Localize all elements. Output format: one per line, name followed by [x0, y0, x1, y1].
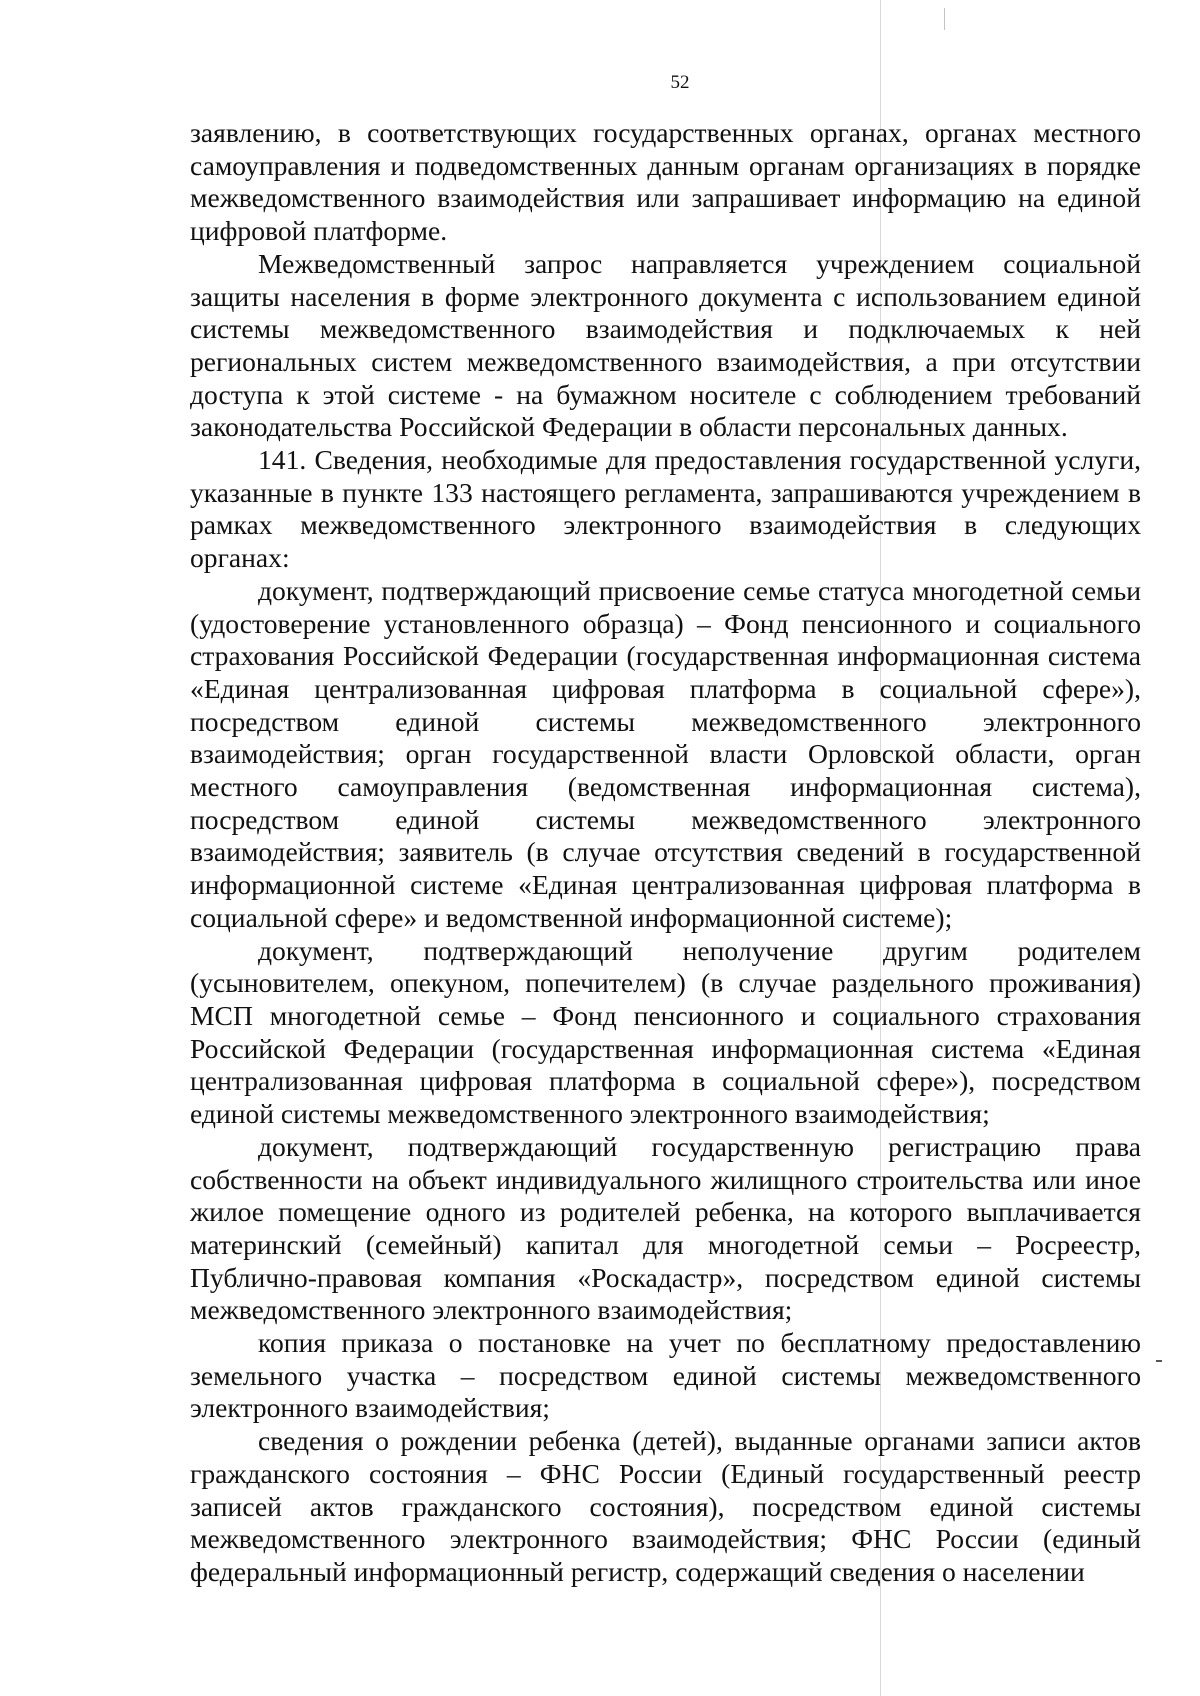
paragraph-5: документ, подтверждающий неполучение другим родителем (усыновителем, опекуном, попечителем) (в случае раздельного проживания) МСП многодетной семье – Фонд пенсионного и социального страхования Российской Федерации (государственная информационная система «Единая централизованная цифровая платформа в социальной сфере»), посредством единой системы межведомственного электронного взаимодействия;	[190, 934, 1141, 1130]
paragraph-6: документ, подтверждающий государственную регистрацию права собственности на объект индивидуального жилищного строительства или иное жилое помещение одного из родителей ребенка, на которого выплачивается материнский (семейный) капитал для многодетной семьи – Росреестр, Публично-правовая компания «Роскадастр», посредством единой системы межведомственного электронного взаимодействия;	[190, 1130, 1141, 1326]
margin-dash-mark	[1156, 1360, 1162, 1362]
scan-mark	[944, 8, 945, 30]
paragraph-4: документ, подтверждающий присвоение семье статуса многодетной семьи (удостоверение установленного образца) – Фонд пенсионного и социального страхования Российской Федерации (государственная информационная система «Единая централизованная цифровая платформа в социальной сфере»), посредством единой системы межведомственного электронного взаимодействия; орган государственной власти Орловской области, орган местного самоуправления (ведомственная информационная система), посредством единой системы межведомственного электронного взаимодействия; заявитель (в случае отсутствия сведений в государственной информационной системе «Единая централизованная цифровая платформа в социальной сфере» и ведомственной информационной системе);	[190, 574, 1141, 933]
paragraph-1: заявлению, в соответствующих государственных органах, органах местного самоуправления и подведомственных данным органам организациях в порядке межведомственного взаимодействия или запрашивает информацию на единой цифровой платформе.	[190, 117, 1141, 247]
paragraph-3: 141. Сведения, необходимые для предоставления государственной услуги, указанные в пункте 133 настоящего регламента, запрашиваются учреждением в рамках межведомственного электронного взаимодействия в следующих органах:	[190, 444, 1141, 574]
paragraph-2: Межведомственный запрос направляется учреждением социальной защиты населения в форме электронного документа с использованием единой системы межведомственного взаимодействия и подключаемых к ней региональных систем межведомственного взаимодействия, а при отсутствии доступа к этой системе - на бумажном носителе с соблюдением требований законодательства Российской Федерации в области персональных данных.	[190, 247, 1141, 443]
paragraph-8: сведения о рождении ребенка (детей), выданные органами записи актов гражданского состояния – ФНС России (Единый государственный реестр записей актов гражданского состояния), посредством единой системы межведомственного электронного взаимодействия; ФНС России (единый федеральный информационный регистр, содержащий сведения о населении	[190, 1425, 1141, 1587]
document-body	[190, 117, 1141, 1589]
paragraph-7: копия приказа о постановке на учет по бесплатному предоставлению земельного участка – посредством единой системы межведомственного электронного взаимодействия;	[190, 1327, 1141, 1424]
page-number: 52	[670, 72, 690, 93]
